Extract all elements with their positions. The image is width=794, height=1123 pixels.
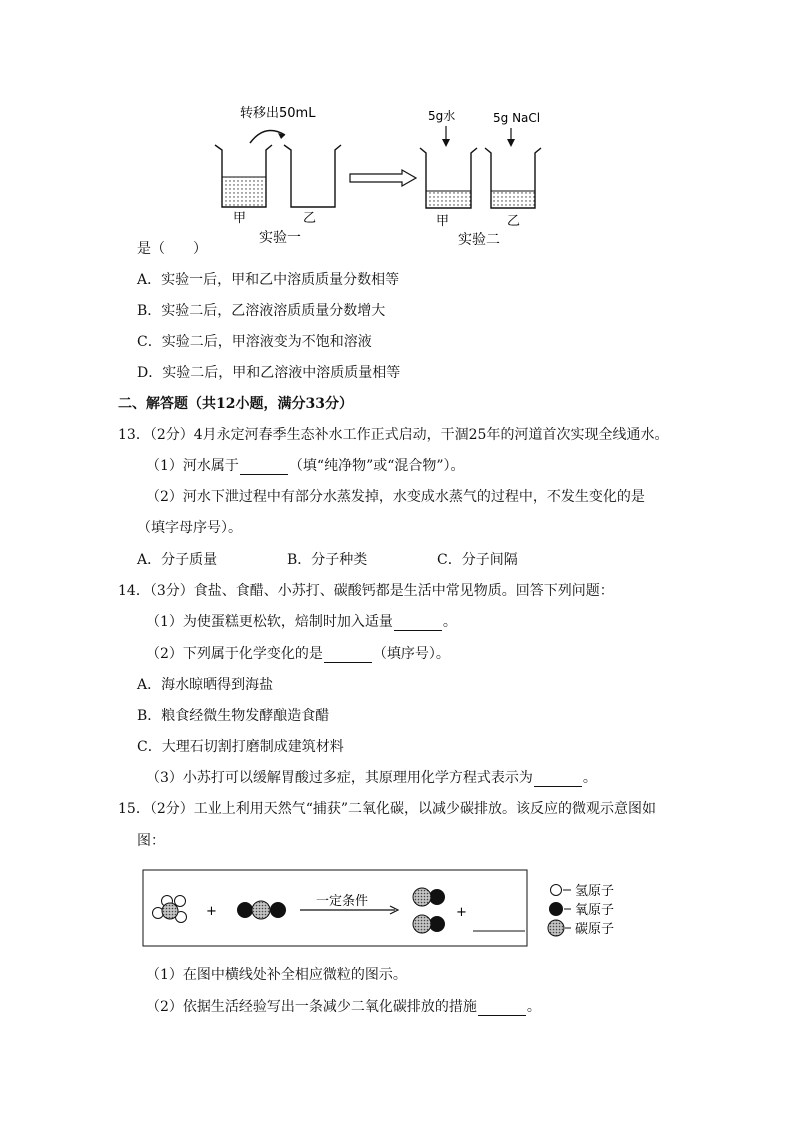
label-jia-exp2: 甲 [436, 214, 450, 229]
q14-option-b: B．粮食经微生物发酵酿造食醋 [137, 708, 330, 724]
q13-part1-text: （1）河水属于 [146, 458, 239, 474]
co-molecule-top [413, 888, 445, 906]
beaker-experiment-figure [0, 95, 794, 355]
q15-stem: 15．（2分）工业上利用天然气“捕获”二氧化碳，以减少碳排放。该反应的微观示意图如 [118, 801, 657, 817]
legend-hydrogen: 氢原子 [575, 884, 615, 899]
q12-tail: 是（ ） [137, 241, 207, 257]
answer-blank[interactable] [394, 616, 442, 631]
q13-option-b: B．分子种类 [287, 552, 368, 568]
legend-carbon: 碳原子 [575, 922, 615, 937]
q14-part1 [146, 613, 457, 631]
plus-sign-2: + [456, 905, 467, 920]
beaker-yi-exp1 [284, 145, 341, 207]
q14-part3-text: （3）小苏打可以缓解胃酸过多症，其原理用化学方程式表示为 [146, 770, 533, 786]
q15-part2-text-end: 。 [526, 999, 541, 1015]
answer-blank[interactable] [534, 772, 582, 787]
q13-part2-cont [137, 519, 242, 537]
q13-stem: 13．（2分）4月永定河春季生态补水工作正式启动，干涸25年的河道首次实现全线通水。 [118, 427, 669, 443]
q14-stem: 14．（3分）食盐、食醋、小苏打、碳酸钙都是生活中常见物质。回答下列问题： [118, 583, 614, 599]
process-arrow [350, 170, 416, 186]
q13-options [137, 551, 518, 569]
q15-part1: （1）在图中横线处补全相应微粒的图示。 [146, 967, 407, 983]
reaction-condition: 一定条件 [316, 894, 369, 909]
q13-part2-text-end: （填字母序号）。 [137, 520, 242, 536]
transfer-arrow [250, 131, 285, 144]
exp2-label: 实验二 [458, 232, 500, 248]
label-yi-exp2: 乙 [507, 214, 521, 229]
q14-part2-text-end: （填序号）。 [372, 646, 450, 662]
beaker-jia-exp1 [215, 145, 272, 207]
transfer-label: 转移出50mL [240, 106, 316, 121]
q14-part3 [146, 769, 597, 787]
q13-option-c: C．分子间隔 [437, 552, 518, 568]
q14-part3-text-end: 。 [582, 770, 597, 786]
q14-option-c: C．大理石切割打磨制成建筑材料 [137, 739, 344, 755]
methane-molecule [153, 896, 187, 923]
q12-option-b: B．实验二后，乙溶液溶质质量分数增大 [137, 303, 386, 319]
q12-option-c: C．实验二后，甲溶液变为不饱和溶液 [137, 334, 372, 350]
q14-part2 [146, 645, 450, 663]
q13-part1 [146, 457, 465, 475]
section-2-header: 二、解答题（共12小题，满分33分） [118, 396, 353, 412]
beaker-jia-exp2 [420, 148, 477, 208]
answer-blank[interactable] [324, 648, 372, 663]
q13-part1-text-end: （填“纯净物”或“混合物”）。 [288, 458, 465, 474]
reaction-diagram [0, 865, 794, 955]
q14-part2-text: （2）下列属于化学变化的是 [146, 646, 323, 662]
plus-sign: + [206, 904, 217, 919]
q14-part1-text: （1）为使蛋糕更松软，焙制时加入适量 [146, 614, 393, 630]
beaker-yi-exp2 [485, 148, 541, 208]
answer-blank[interactable] [478, 1001, 526, 1016]
label-jia-exp1: 甲 [233, 211, 247, 226]
exp1-label: 实验一 [259, 230, 301, 246]
q12-option-d: D．实验二后，甲和乙溶液中溶质质量相等 [137, 365, 401, 381]
co2-molecule [237, 901, 286, 919]
q15-stem-cont: 图： [137, 833, 165, 849]
q15-part2 [146, 998, 541, 1016]
q13-option-a: A．分子质量 [137, 552, 218, 568]
q14-part1-text-end: 。 [442, 614, 457, 630]
legend [548, 884, 614, 937]
q14-option-a: A．海水晾晒得到海盐 [137, 677, 274, 693]
legend-oxygen: 氧原子 [575, 903, 615, 918]
answer-blank[interactable] [240, 460, 288, 475]
q13-part2: （2）河水下泄过程中有部分水蒸发掉，水变成水蒸气的过程中，不发生变化的是 [146, 489, 645, 505]
co-molecule-bottom [413, 915, 445, 933]
add-nacl-label: 5g NaCl [493, 111, 541, 125]
label-yi-exp1: 乙 [303, 211, 317, 226]
q12-option-a: A．实验一后，甲和乙中溶质质量分数相等 [137, 272, 400, 288]
q15-part2-text: （2）依据生活经验写出一条减少二氧化碳排放的措施 [146, 999, 477, 1015]
add-water-label: 5g水 [428, 109, 456, 123]
